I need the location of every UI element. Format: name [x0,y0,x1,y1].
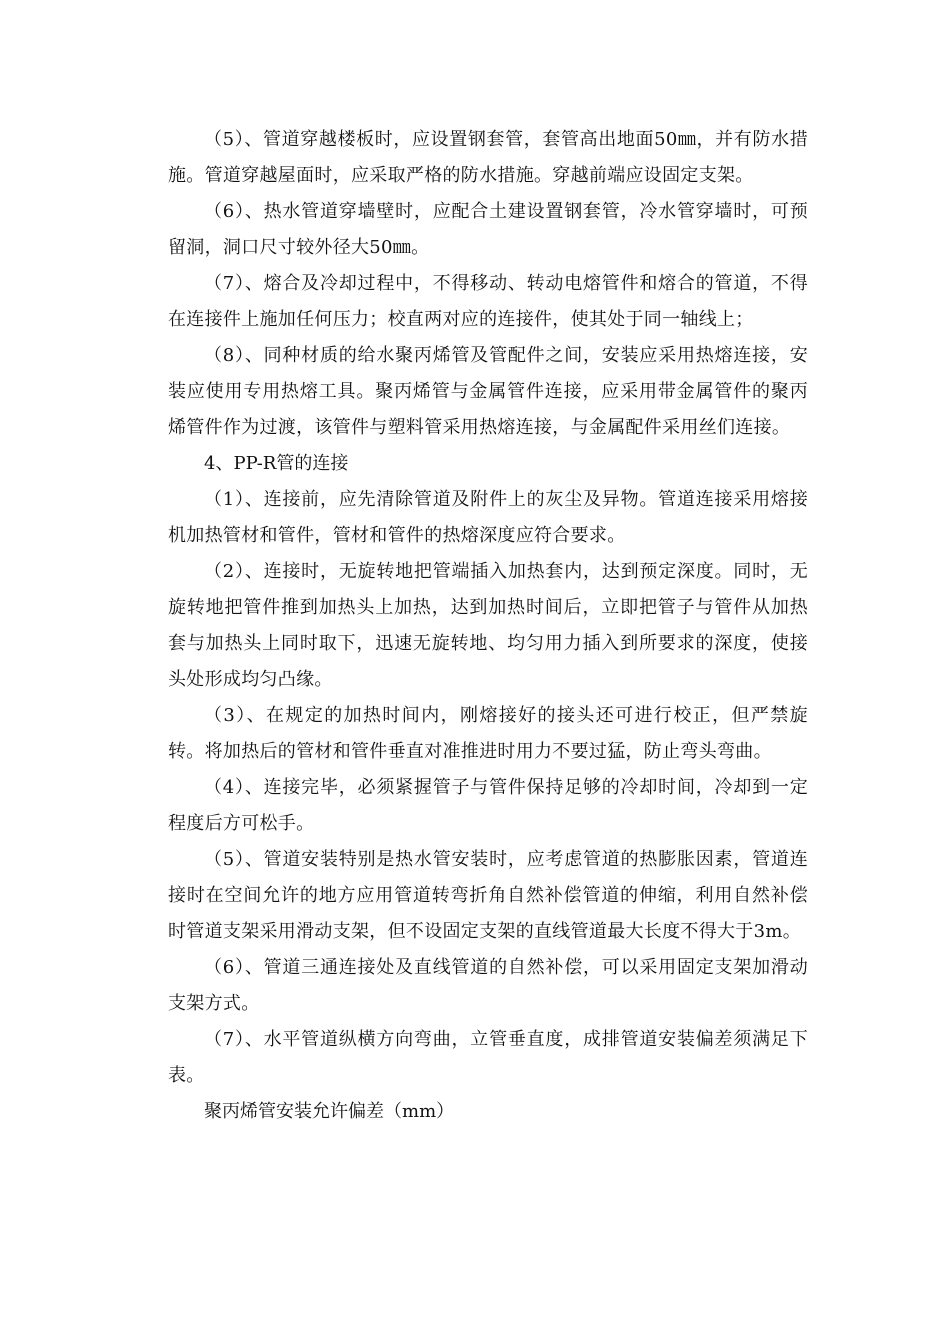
paragraph-4-7: （7）、水平管道纵横方向弯曲，立管垂直度，成排管道安装偏差须满足下表。 [168,1029,808,1086]
paragraph-3-6: （6）、热水管道穿墙壁时，应配合土建设置钢套管，冷水管穿墙时，可预留洞，洞口尺寸较外径大50㎜。 [168,201,808,258]
table-caption: 聚丙烯管安装允许偏差（mm） [204,1101,455,1122]
section-heading-ppr-connection: 4、PP-R管的连接 [204,453,349,474]
paragraph-3-7: （7）、熔合及冷却过程中，不得移动、转动电熔管件和熔合的管道，不得在连接件上施加任何压力；校直两对应的连接件，使其处于同一轴线上； [168,273,808,330]
paragraph-4-6: （6）、管道三通连接处及直线管道的自然补偿，可以采用固定支架加滑动支架方式。 [168,957,808,1014]
document-body [168,122,808,1130]
paragraph-4-2: （2）、连接时，无旋转地把管端插入加热套内，达到预定深度。同时，无旋转地把管件推到加热头上加热，达到加热时间后，立即把管子与管件从加热套与加热头上同时取下，迅速无旋转地、均匀用力插入到所要求的深度，使接头处形成均匀凸缘。 [168,561,808,690]
paragraph-3-8: （8）、同种材质的给水聚丙烯管及管配件之间，安装应采用热熔连接，安装应使用专用热熔工具。聚丙烯管与金属管件连接，应采用带金属管件的聚丙烯管件作为过渡，该管件与塑料管采用热熔连接，与金属配件采用丝们连接。 [168,345,808,438]
paragraph-3-5: （5）、管道穿越楼板时，应设置钢套管，套管高出地面50㎜，并有防水措施。管道穿越屋面时，应采取严格的防水措施。穿越前端应设固定支架。 [168,129,808,186]
paragraph-4-5: （5）、管道安装特别是热水管安装时，应考虑管道的热膨胀因素，管道连接时在空间允许的地方应用管道转弯折角自然补偿管道的伸缩，利用自然补偿时管道支架采用滑动支架，但不设固定支架的直线管道最大长度不得大于3m。 [168,849,808,942]
paragraph-4-4: （4）、连接完毕，必须紧握管子与管件保持足够的冷却时间，冷却到一定程度后方可松手。 [168,777,808,834]
paragraph-4-1: （1）、连接前，应先清除管道及附件上的灰尘及异物。管道连接采用熔接机加热管材和管件，管材和管件的热熔深度应符合要求。 [168,489,808,546]
paragraph-4-3: （3）、在规定的加热时间内，刚熔接好的接头还可进行校正，但严禁旋转。将加热后的管材和管件垂直对准推进时用力不要过猛，防止弯头弯曲。 [168,705,808,762]
